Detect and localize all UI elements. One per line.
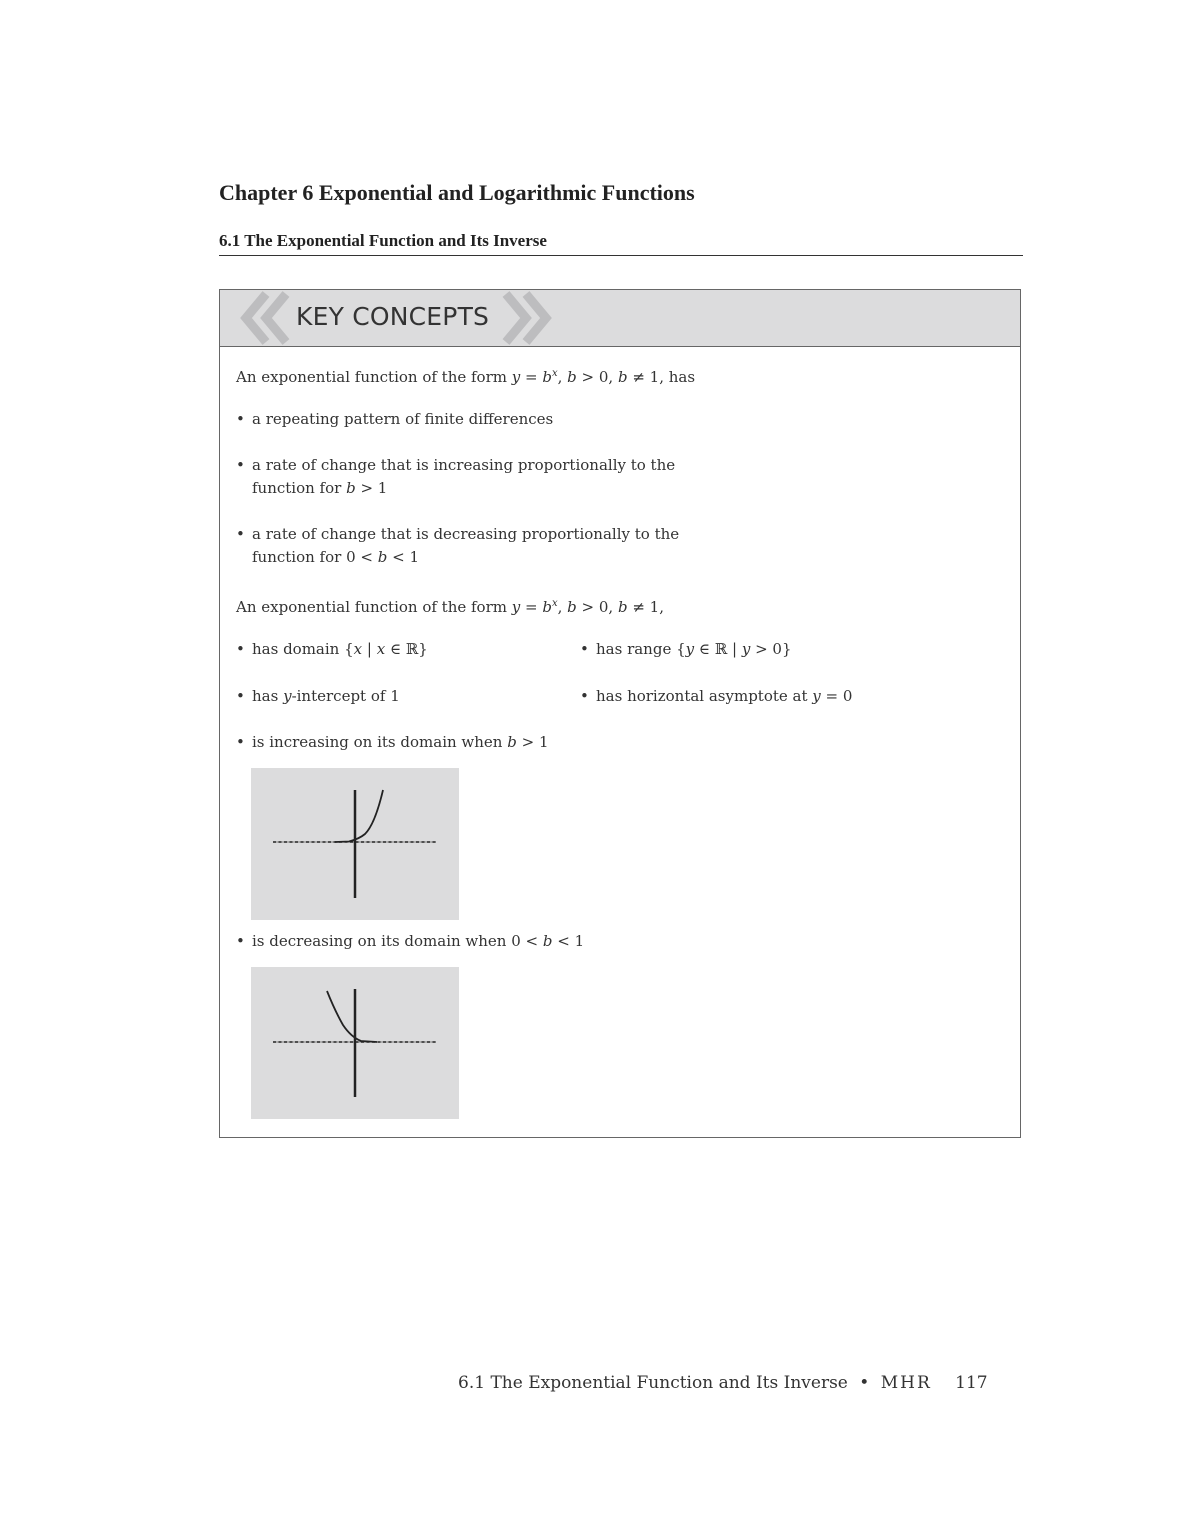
key-concepts-box xyxy=(219,289,1021,1138)
section-divider xyxy=(219,255,1023,256)
intro-statement-1: An exponential function of the form $y = b^x$, b > 0, b ≠ 1, has xyxy=(236,368,696,386)
right-chevrons-icon xyxy=(496,290,566,346)
list-item-asymptote: • has horizontal asymptote at y = 0 xyxy=(580,687,853,705)
footer-section-title: 6.1 The Exponential Function and Its Inverse xyxy=(458,1373,848,1393)
section-title: 6.1 The Exponential Function and Its Inverse xyxy=(219,231,547,250)
page-footer xyxy=(458,1373,988,1393)
list-item-intercept: • has y-intercept of 1 xyxy=(236,687,400,705)
list-item-increasing: • is increasing on its domain when b > 1 xyxy=(236,733,549,751)
page-number: 117 xyxy=(955,1373,988,1393)
intro-statement-2: An exponential function of the form $y = b^x$, b > 0, b ≠ 1, xyxy=(236,598,664,616)
list-item-range: • has range {y ∈ ℝ | y > 0} xyxy=(580,640,792,658)
list-item: • a rate of change that is increasing proportionally to the function for b > 1 xyxy=(236,456,676,497)
chapter-title: Chapter 6 Exponential and Logarithmic Functions xyxy=(219,180,695,205)
list-item-decreasing: • is decreasing on its domain when 0 < b < 1 xyxy=(236,932,585,950)
list-item: • a rate of change that is decreasing proportionally to the function for 0 < b < 1 xyxy=(236,525,680,566)
decreasing-graph xyxy=(251,967,459,1119)
increasing-graph-plot xyxy=(251,768,459,920)
footer-bullet: • xyxy=(859,1373,870,1393)
key-concepts-banner xyxy=(220,290,1020,347)
increasing-graph xyxy=(251,768,459,920)
key-concepts-label: KEY CONCEPTS xyxy=(296,302,490,331)
footer-publisher: MHR xyxy=(880,1373,932,1393)
list-item: • a repeating pattern of finite differences xyxy=(236,410,554,428)
list-item-domain: • has domain {x | x ∈ ℝ} xyxy=(236,640,428,658)
decreasing-graph-plot xyxy=(251,967,459,1119)
